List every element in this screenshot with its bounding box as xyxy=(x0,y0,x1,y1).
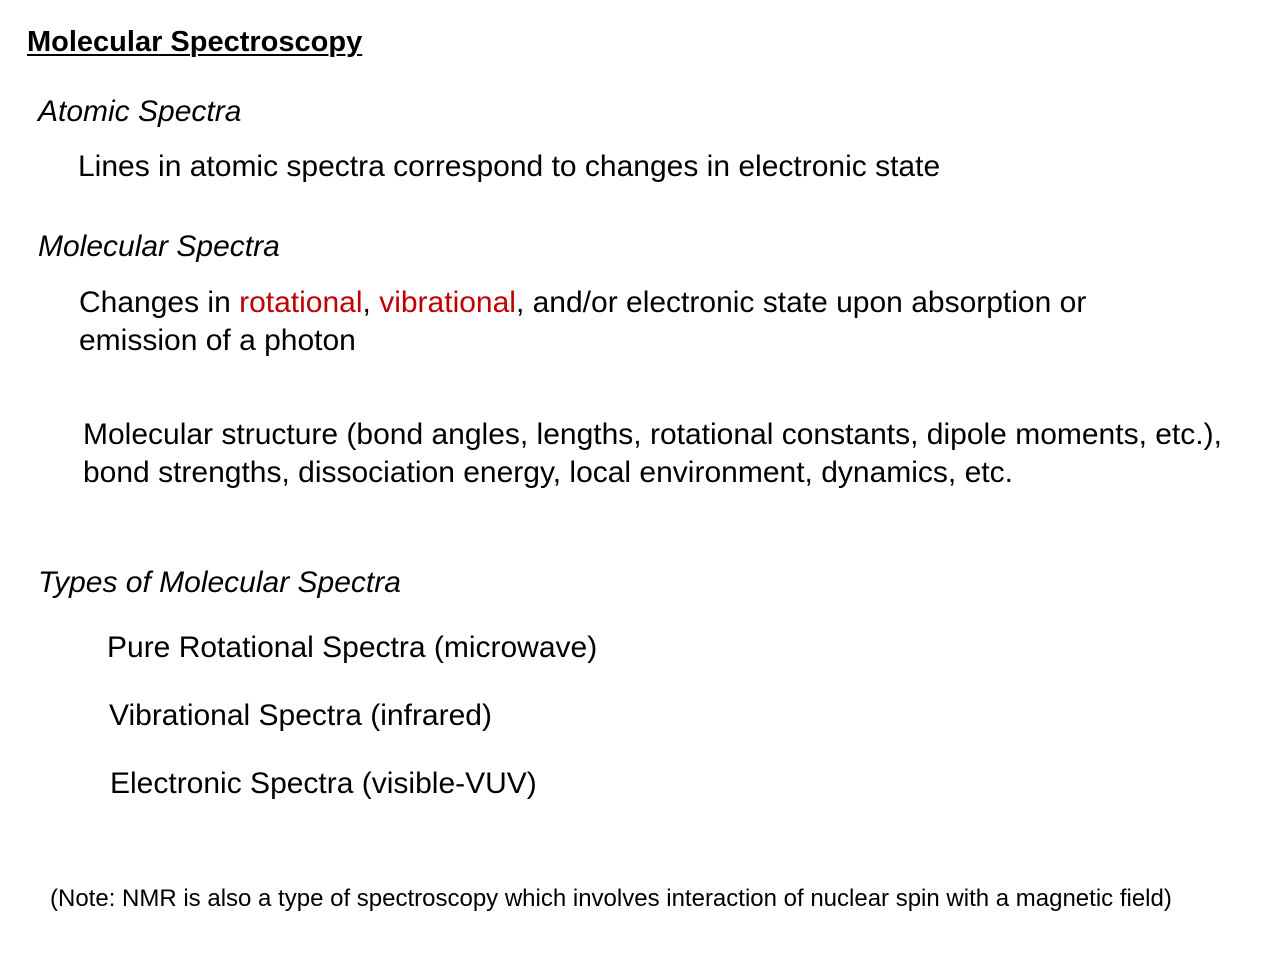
vibrational-term: vibrational xyxy=(379,286,516,319)
type-item-vibrational: Vibrational Spectra (infrared) xyxy=(109,699,492,732)
changes-separator: , xyxy=(362,286,380,319)
molecular-changes-text xyxy=(79,284,1179,360)
changes-prefix: Changes in xyxy=(79,286,240,319)
type-item-rotational: Pure Rotational Spectra (microwave) xyxy=(107,631,598,664)
page-title: Molecular Spectroscopy xyxy=(27,26,363,58)
molecular-spectra-heading: Molecular Spectra xyxy=(38,230,280,263)
molecular-structure-text: Molecular structure (bond angles, lengths, rotational constants, dipole moments, etc.), bond strengths, dissociation energy, local environment, dynamics, etc. xyxy=(83,418,1222,489)
atomic-spectra-heading: Atomic Spectra xyxy=(38,95,242,128)
nmr-note: (Note: NMR is also a type of spectroscopy which involves interaction of nuclear spin with a magnetic field) xyxy=(50,885,1172,912)
type-item-electronic: Electronic Spectra (visible-VUV) xyxy=(110,767,537,800)
types-heading: Types of Molecular Spectra xyxy=(38,566,401,599)
atomic-spectra-text: Lines in atomic spectra correspond to changes in electronic state xyxy=(78,150,941,183)
rotational-term: rotational xyxy=(239,286,363,319)
changes-suffix: , and/or electronic state upon absorption or emission of a photon xyxy=(79,286,1087,357)
